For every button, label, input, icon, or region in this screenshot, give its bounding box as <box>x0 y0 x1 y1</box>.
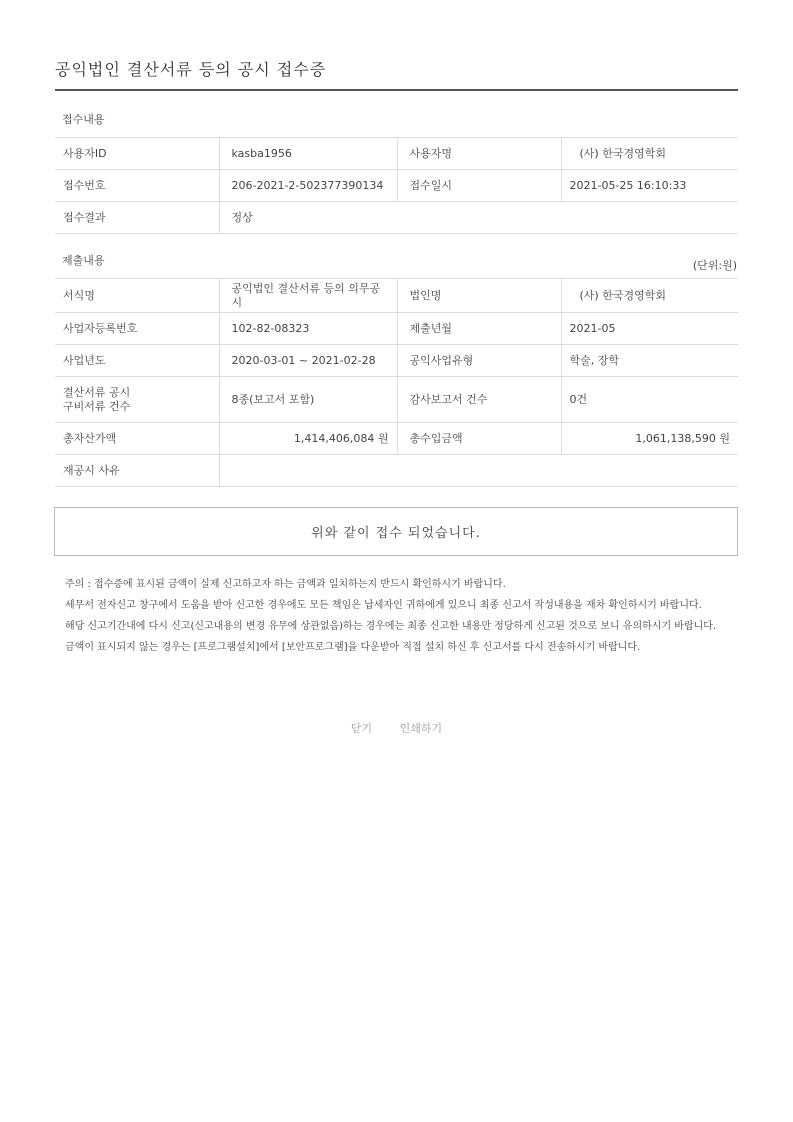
submission-table <box>55 278 738 487</box>
table-row <box>55 377 738 423</box>
republish-reason-value <box>219 455 738 487</box>
result-value: 정상 <box>219 202 738 234</box>
unit-label: (단위:원) <box>692 259 737 272</box>
docs-count-label <box>55 377 219 423</box>
page-title: 공익법인 결산서류 등의 공시 접수증 <box>55 60 327 79</box>
note-item: 금액이 표시되지 않는 경우는 [프로그램설치]에서 [보안프로그램]을 다운받아 직접 설치 하신 후 신고서를 다시 전송하시기 바랍니다. <box>65 642 641 653</box>
note-item: 주의 : 접수증에 표시된 금액이 실제 신고하고자 하는 금액과 일치하는지 반드시 확인하시기 바랍니다. <box>65 579 506 590</box>
table-row <box>55 345 738 377</box>
receipt-table <box>55 137 738 234</box>
corp-name-label: 법인명 <box>397 279 561 313</box>
receipt-no-label: 접수번호 <box>55 170 219 202</box>
docs-count-label-line2: 구비서류 건수 <box>63 399 131 413</box>
republish-reason-label: 재공시 사유 <box>55 455 219 487</box>
biz-year-value: 2020-03-01 ~ 2021-02-28 <box>219 345 397 377</box>
audit-count-label: 감사보고서 건수 <box>397 377 561 423</box>
user-name-value: (사) 한국경영학회 <box>561 138 738 170</box>
form-name-label: 서식명 <box>55 279 219 313</box>
notice-text: 위와 같이 접수 되었습니다. <box>311 526 481 541</box>
note-item: 세무서 전자신고 창구에서 도움을 받아 신고한 경우에도 모든 책임은 납세자인 귀하에게 있으니 최종 신고서 작성내용을 재차 확인하시기 바랍니다. <box>65 600 702 611</box>
receipt-section-label: 접수내용 <box>62 113 105 126</box>
docs-count-label-line1: 결산서류 공시 <box>63 385 131 399</box>
receipt-date-label: 접수일시 <box>397 170 561 202</box>
print-button[interactable]: 인쇄하기 <box>399 722 443 735</box>
total-assets-label: 총자산가액 <box>55 423 219 455</box>
public-biz-type-value: 학술, 장학 <box>561 345 738 377</box>
form-name-value: 공익법인 결산서류 등의 의무공시 <box>219 279 397 313</box>
total-income-value: 1,061,138,590 원 <box>561 423 738 455</box>
note-item: 해당 신고기간내에 다시 신고(신고내용의 변경 유무에 상관없음)하는 경우에는 최종 신고한 내용만 정당하게 신고된 것으로 보니 유의하시기 바랍니다. <box>65 621 717 632</box>
total-assets-value: 1,414,406,084 원 <box>219 423 397 455</box>
docs-count-value: 8종(보고서 포함) <box>219 377 397 423</box>
biz-reg-no-value: 102-82-08323 <box>219 313 397 345</box>
title-divider <box>55 89 738 91</box>
action-bar <box>0 720 793 736</box>
biz-reg-no-label: 사업자등록번호 <box>55 313 219 345</box>
receipt-no-value: 206-2021-2-502377390134 <box>219 170 397 202</box>
table-row <box>55 202 738 234</box>
table-row <box>55 455 738 487</box>
audit-count-value: 0건 <box>561 377 738 423</box>
corp-name-value: (사) 한국경영학회 <box>561 279 738 313</box>
user-id-value: kasba1956 <box>219 138 397 170</box>
notice-box <box>54 507 738 556</box>
table-row <box>55 423 738 455</box>
table-row <box>55 138 738 170</box>
notes <box>65 578 737 662</box>
table-row <box>55 313 738 345</box>
submit-month-label: 제출년월 <box>397 313 561 345</box>
result-label: 접수결과 <box>55 202 219 234</box>
table-row <box>55 170 738 202</box>
public-biz-type-label: 공익사업유형 <box>397 345 561 377</box>
receipt-date-value: 2021-05-25 16:10:33 <box>561 170 738 202</box>
submission-section-label: 제출내용 <box>62 254 105 267</box>
user-id-label: 사용자ID <box>55 138 219 170</box>
table-row <box>55 279 738 313</box>
close-button[interactable]: 닫기 <box>350 722 373 735</box>
submit-month-value: 2021-05 <box>561 313 738 345</box>
total-income-label: 총수입금액 <box>397 423 561 455</box>
biz-year-label: 사업년도 <box>55 345 219 377</box>
user-name-label: 사용자명 <box>397 138 561 170</box>
